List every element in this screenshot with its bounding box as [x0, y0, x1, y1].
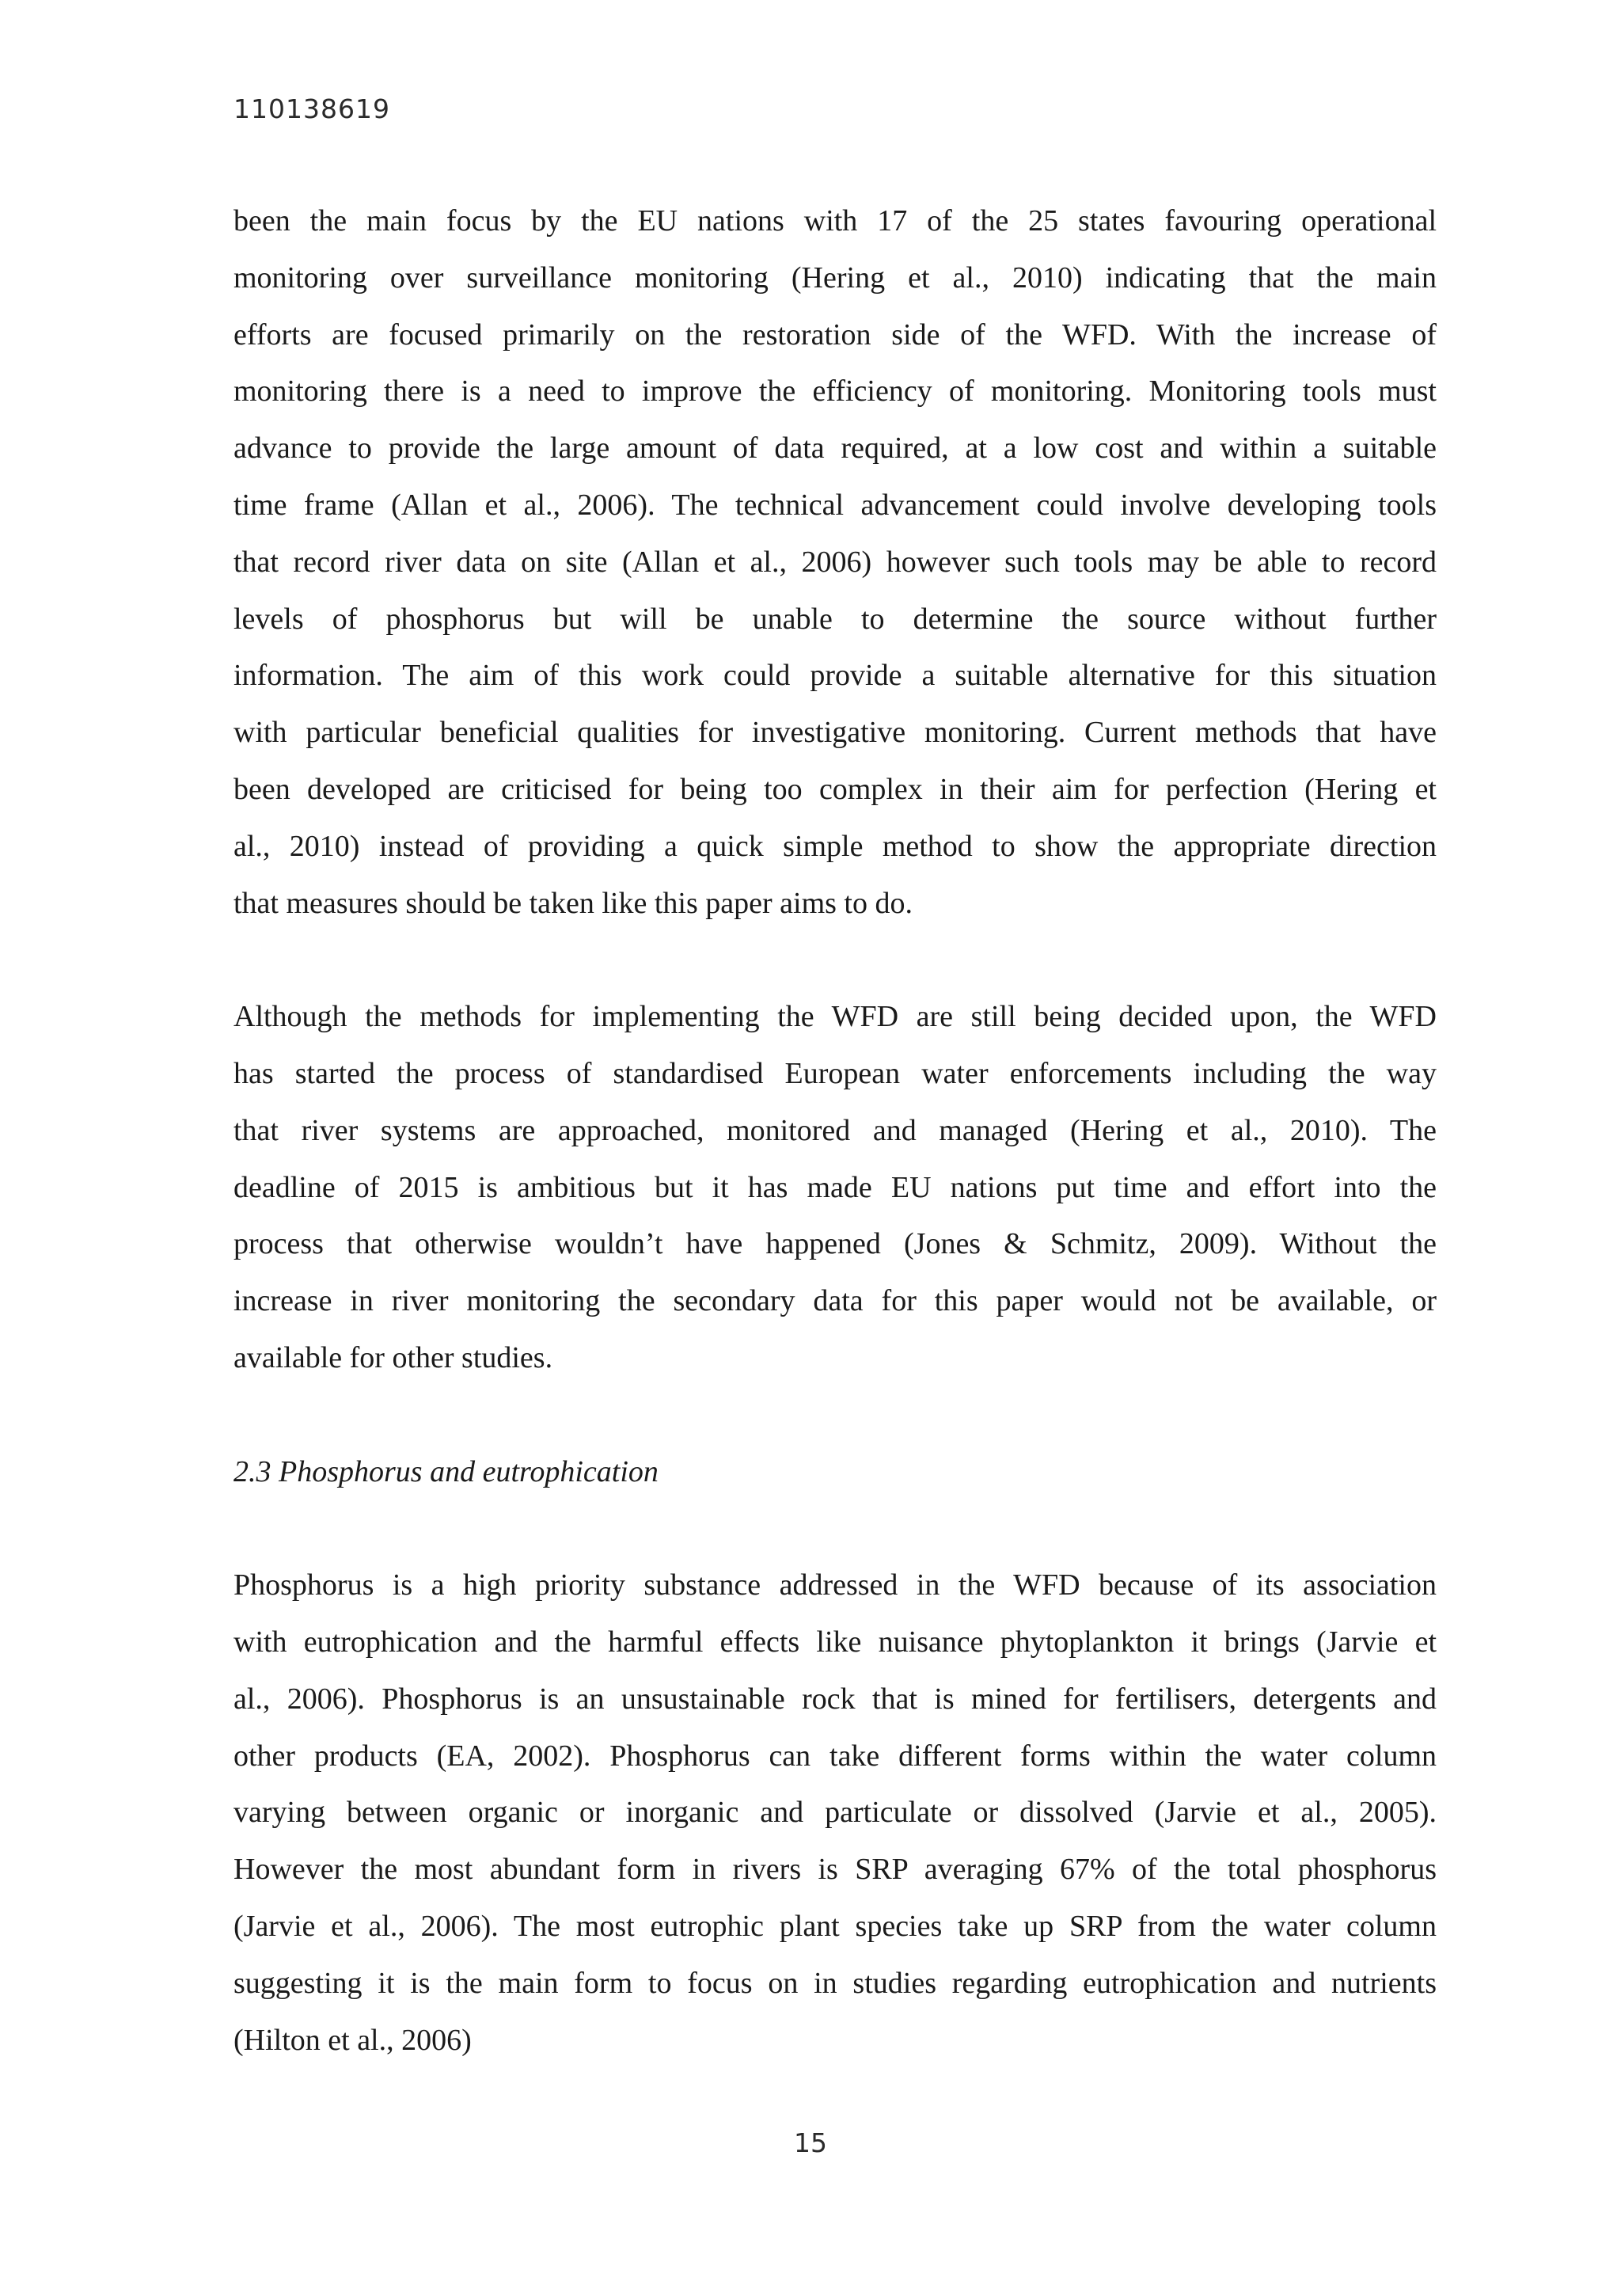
text-line: increase in river monitoring the secondary data for this paper would not be available, or	[233, 1284, 1437, 1318]
text-line: has started the process of standardised European water enforcements including the way	[233, 1056, 1437, 1090]
text-line: Phosphorus is a high priority substance addressed in the WFD because of its association	[233, 1568, 1437, 1602]
text-line: al., 2006). Phosphorus is an unsustainable rock that is mined for fertilisers, detergents and	[233, 1682, 1437, 1716]
text-line: levels of phosphorus but will be unable to determine the source without further	[233, 602, 1437, 636]
text-line: available for other studies.	[233, 1340, 553, 1374]
section-heading: 2.3 Phosphorus and eutrophication	[233, 1454, 659, 1488]
text-line: However the most abundant form in rivers is SRP averaging 67% of the total phosphorus	[233, 1853, 1437, 1887]
text-line: deadline of 2015 is ambitious but it has made EU nations put time and effort into the	[233, 1170, 1437, 1204]
text-line: information. The aim of this work could provide a suitable alternative for this situation	[233, 659, 1437, 693]
text-line: (Hilton et al., 2006)	[233, 2023, 472, 2057]
text-line: been the main focus by the EU nations with 17 of the 25 states favouring operational	[233, 204, 1437, 238]
paragraph	[233, 1557, 1437, 2069]
text-line: efforts are focused primarily on the restoration side of the WFD. With the increase of	[233, 317, 1437, 352]
text-line: varying between organic or inorganic and particulate or dissolved (Jarvie et al., 2005).	[233, 1796, 1437, 1830]
document-id-header: 110138619	[233, 93, 390, 124]
page-number: 15	[794, 2127, 827, 2158]
text-line: advance to provide the large amount of data required, at a low cost and within a suitable	[233, 431, 1437, 466]
text-line: al., 2010) instead of providing a quick simple method to show the appropriate direction	[233, 829, 1437, 863]
text-line: with eutrophication and the harmful effects like nuisance phytoplankton it brings (Jarvie et	[233, 1625, 1437, 1659]
paragraph-spacer	[233, 1387, 1437, 1444]
text-line: (Jarvie et al., 2006). The most eutrophic plant species take up SRP from the water column	[233, 1909, 1437, 1943]
text-line: time frame (Allan et al., 2006). The technical advancement could involve developing tools	[233, 488, 1437, 522]
text-line: other products (EA, 2002). Phosphorus can take different forms within the water column	[233, 1739, 1437, 1773]
text-line: Although the methods for implementing the WFD are still being decided upon, the WFD	[233, 1000, 1437, 1034]
paragraph	[233, 193, 1437, 932]
text-line: that record river data on site (Allan et al., 2006) however such tools may be able to record	[233, 545, 1437, 579]
paragraph	[233, 989, 1437, 1387]
text-line: with particular beneficial qualities for investigative monitoring. Current methods that have	[233, 716, 1437, 750]
document-body	[233, 193, 1437, 2069]
text-line: that river systems are approached, monitored and managed (Hering et al., 2010). The	[233, 1113, 1437, 1147]
paragraph-spacer	[233, 932, 1437, 989]
text-line: monitoring there is a need to improve the efficiency of monitoring. Monitoring tools must	[233, 374, 1437, 409]
text-line: monitoring over surveillance monitoring (Hering et al., 2010) indicating that the main	[233, 260, 1437, 295]
text-line: that measures should be taken like this paper aims to do.	[233, 886, 913, 920]
text-line: process that otherwise wouldn’t have happened (Jones & Schmitz, 2009). Without the	[233, 1227, 1437, 1261]
text-line: been developed are criticised for being too complex in their aim for perfection (Hering et	[233, 772, 1437, 806]
paragraph-spacer	[233, 1500, 1437, 1557]
text-line: suggesting it is the main form to focus on in studies regarding eutrophication and nutrients	[233, 1966, 1437, 2000]
